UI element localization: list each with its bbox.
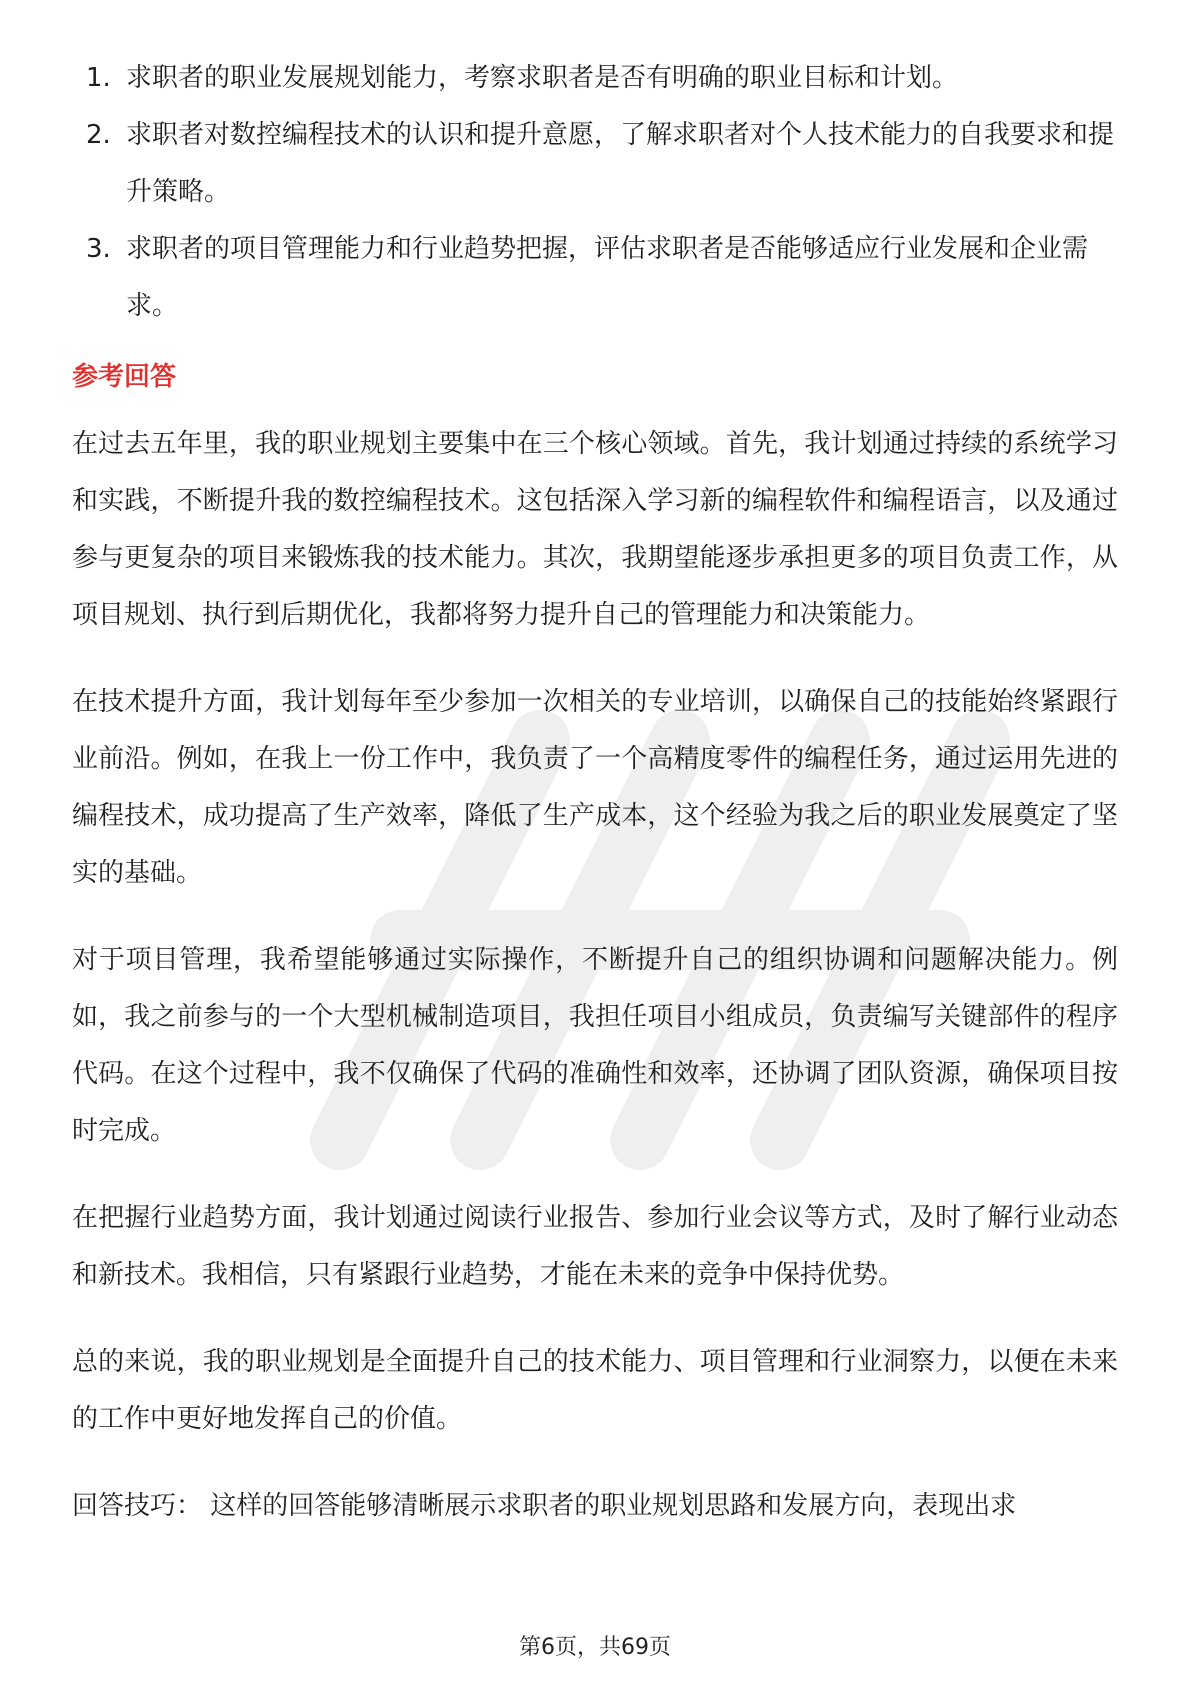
list-item [72,107,1118,221]
answer-paragraph: 在过去五年里，我的职业规划主要集中在三个核心领域。首先，我计划通过持续的系统学习和实践，不断提升我的数控编程技术。这包括深入学习新的编程软件和编程语言，以及通过参与更复杂的项目来锻炼我的技术能力。其次，我期望能逐步承担更多的项目负责工作，从项目规划、执行到后期优化，我都将努力提升自己的管理能力和决策能力。 [72,429,1118,630]
list-item [72,50,1118,107]
answer-paragraph: 对于项目管理，我希望能够通过实际操作，不断提升自己的组织协调和问题解决能力。例如，我之前参与的一个大型机械制造项目，我担任项目小组成员，负责编写关键部件的程序代码。在这个过程中，我不仅确保了代码的准确性和效率，还协调了团队资源，确保项目按时完成。 [72,945,1118,1146]
list-item [72,221,1118,335]
page-number-footer: 第6页，共69页 [519,1635,671,1660]
list-item-text: 求职者的项目管理能力和行业趋势把握，评估求职者是否能够适应行业发展和企业需求。 [126,234,1089,321]
answer-paragraph: 在把握行业趋势方面，我计划通过阅读行业报告、参加行业会议等方式，及时了解行业动态和新技术。我相信，只有紧跟行业趋势，才能在未来的竞争中保持优势。 [72,1203,1118,1290]
list-item-text: 求职者的职业发展规划能力，考察求职者是否有明确的职业目标和计划。 [126,63,959,93]
section-title: 参考回答 [72,362,177,392]
main-content [72,50,1118,1535]
answer-paragraph: 在技术提升方面，我计划每年至少参加一次相关的专业培训，以确保自己的技能始终紧跟行业前沿。例如，在我上一份工作中，我负责了一个高精度零件的编程任务，通过运用先进的编程技术，成功提高了生产效率，降低了生产成本，这个经验为我之后的职业发展奠定了坚实的基础。 [72,687,1118,888]
list-item-number: 3. [86,234,111,264]
answer-paragraph: 总的来说，我的职业规划是全面提升自己的技术能力、项目管理和行业洞察力，以便在未来的工作中更好地发挥自己的价值。 [72,1347,1118,1434]
evaluation-points-list [72,50,1118,335]
list-item-text: 求职者对数控编程技术的认识和提升意愿，了解求职者对个人技术能力的自我要求和提升策略。 [126,120,1115,207]
list-item-number: 2. [86,120,111,150]
answer-tip: 回答技巧： 这样的回答能够清晰展示求职者的职业规划思路和发展方向，表现出求 [72,1491,1017,1521]
list-item-number: 1. [86,63,111,93]
